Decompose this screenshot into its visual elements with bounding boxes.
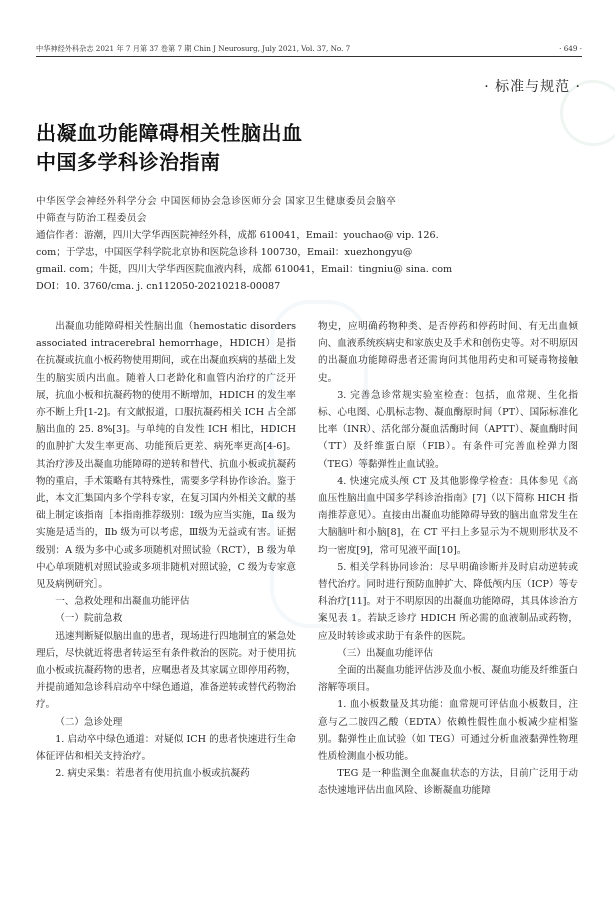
emergency-item-3: 3. 完善急诊常规实验室检查：包括，血常规、生化指标、心电图、心肌标志物、凝血酶原时间（PT）、国际标准化比率（INR）、活化部分凝血活酶时间（APTT）、凝血酶时间（TT）及纤维蛋白原（FIB）。有条件可完善血栓弹力图（TEG）等黏弹性止血试验。 [318,389,578,470]
subsection-heading-assessment: （三）出凝血功能评估 [337,647,434,659]
emergency-item-5: 5. 相关学科协同诊治：尽早明确诊断并及时启动逆转或替代治疗。同时进行预防血肿扩大、降低颅内压（ICP）等专科治疗[11]。对于不明原因的出凝血功能障碍，其具体诊治方案见表 1。若缺乏诊疗 HDICH 所必需的血液制品或药物，应及时转诊或求助于有条件的医院。 [318,561,578,642]
intro-paragraph: 出凝血功能障碍相关性脑出血（hemostatic disorders associated intracerebral hemorrhage，HDICH）是指在抗凝或抗血小板药物使用期间，或在出凝血疾病的基础上发生的脑实质内出血。随着人口老龄化和血管内治疗的广泛开展，抗血小板和抗凝药物的使用不断增加，HDICH 的发生率亦不断上升[1-2]。有文献报道，口服抗凝药相关 ICH 占全部脑出血的 25. 8%[3]。与单纯的自发性 ICH 相比，HDICH 的血肿扩大发生率更高、功能预后更差、病死率更高[4-6]。其治疗涉及出凝血功能障碍的逆转和替代、抗血小板或抗凝药物的重启，手术策略有其特殊性，需要多学科协作诊治。鉴于此，本文汇集国内多个学科专家，在复习国内外相关文献的基础上制定该指南［本指南推荐级别：Ⅰ级为应当实施，Ⅱa 级为实施是适当的，Ⅱb 级为可以考虑，Ⅲ级为无益或有害。证据级别：A 级为多中心或多项随机对照试验（RCT），B 级为单中心单项随机对照试验或多项非随机对照试验，C 级为专家意见及病例研究］。 [36,321,296,591]
title-line-1: 出凝血功能障碍相关性脑出血 [36,121,303,145]
emergency-item-1: 1. 启动卒中绿色通道：对疑似 ICH 的患者快速进行生命体征评估和相关支持治疗。 [36,733,296,763]
assessment-item-1: 1. 血小板数量及其功能：血常规可评估血小板数目，注意与乙二胺四乙酸（EDTA）依赖性假性血小板减少症相鉴别。黏弹性止血试验（如 TEG）可通过分析血液黏弹性物理性质检测血小板功能。 [318,699,578,763]
body-column-left [36,318,296,782]
body-column-right [318,318,578,800]
teg-paragraph: TEG 是一种监测全血凝血状态的方法，目前广泛用于动态快速地评估出血风险、诊断凝血功能障 [318,768,578,797]
emergency-item-4: 4. 快速完成头颅 CT 及其他影像学检查：具体参见《高血压性脑出血中国多学科诊治指南》[7]（以下简称 HICH 指南推荐意见）。直接由出凝血功能障碍导致的脑出血常发生在大脑脑叶和小脑[8]，在 CT 平扫上多显示为不规则形状及不均一密度[9]，常可见液平面[10]。 [318,475,578,556]
correspondence-line-1: 通信作者：游潮，四川大学华西医院神经外科，成都 610041，Email：youchao@ vip. 126. [36,230,439,241]
doi: DOI：10. 3760/cma. j. cn112050-20210218-00087 [36,281,281,292]
article-title [36,119,303,177]
section-tag: · 标准与规范 · [484,79,581,95]
organizations-line-2: 中筛查与防治工程委员会 [36,213,148,224]
section-heading-1: 一、急救处理和出凝血功能评估 [55,596,190,608]
header-rule [36,56,582,57]
subsection-heading-emergency: （二）急诊处理 [55,716,123,728]
correspondence-line-2: com；于学忠，中国医学科学院北京协和医院急诊科 100730，Email：xuezhongyu@ [36,247,413,258]
organizations-line-1: 中华医学会神经外科学分会 中国医师协会急诊医师分会 国家卫生健康委员会脑卒 [36,196,397,207]
journal-citation: 中华神经外科杂志 2021 年 7 月第 37 卷第 7 期 Chin J Neurosurg, July 2021, Vol. 37, No. 7 [36,44,351,53]
title-line-2: 中国多学科诊治指南 [36,150,221,174]
assessment-paragraph: 全面的出凝血功能评估涉及血小板、凝血功能及纤维蛋白溶解等项目。 [318,665,578,694]
page-number: · 649 · [559,44,582,53]
author-block [36,193,576,295]
subsection-heading-prehospital: （一）院前急救 [55,613,123,625]
emergency-item-2-continued: 物史，应明确药物种类、是否停药和停药时间、有无出血倾向、血液系统疾病史和家族史及手术和创伤史等。对不明原因的出凝血功能障碍患者还需询问其他用药史和可疑毒物接触史。 [318,321,578,384]
prehospital-paragraph: 迅速判断疑似脑出血的患者，现场进行四地制宜的紧急处理后，尽快就近将患者转运至有条件救治的医院。对于使用抗血小板或抗凝药物的患者，应嘱患者及其家属立即停用药物，并提前通知急诊科启动卒中绿色通道，准备逆转或替代药物治疗。 [36,630,296,711]
emergency-item-2: 2. 病史采集：若患者有使用抗血小板或抗凝药 [55,768,250,780]
correspondence-line-3: gmail. com；牛挺，四川大学华西医院血液内科，成都 610041，Email：tingniu@ sina. com [36,264,453,275]
